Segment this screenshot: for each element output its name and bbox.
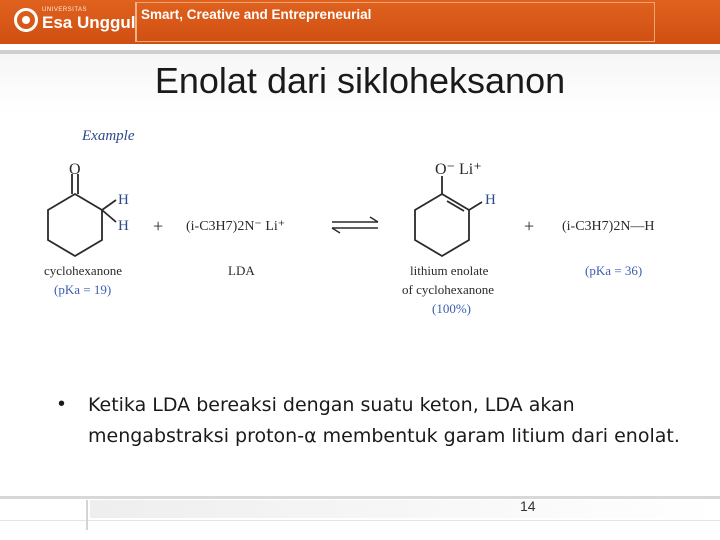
reaction-scheme xyxy=(40,122,680,322)
product-yield: (100%) xyxy=(432,301,471,316)
logo-emblem-icon xyxy=(14,8,38,32)
reactant-h-top: H xyxy=(118,192,129,208)
reagent-formula: (i-C3H7)2N⁻ Li⁺ xyxy=(186,219,286,234)
logo-subtitle: UNIVERSITAS xyxy=(42,7,88,13)
bullet-marker: • xyxy=(58,393,66,415)
footer-vertical-rule xyxy=(86,500,88,530)
slide-title: Enolat dari sikloheksanon xyxy=(154,60,566,101)
reactant-pka: (pKa = 19) xyxy=(54,282,112,297)
product-oxygen-label: O⁻ Li⁺ xyxy=(435,161,482,178)
reaction-scheme-graphic xyxy=(40,122,680,322)
product-name-line1: lithium enolate xyxy=(410,263,489,278)
product-h: H xyxy=(485,192,496,208)
reactant-name: cyclohexanone xyxy=(44,263,122,278)
lithium-enolate-structure xyxy=(415,176,482,256)
scheme-caption: Example xyxy=(82,128,135,144)
page-number: 14 xyxy=(520,498,536,514)
byproduct-pka: (pKa = 36) xyxy=(585,263,643,278)
reagent-name: LDA xyxy=(228,263,255,278)
byproduct-formula: (i-C3H7)2N—H xyxy=(562,219,655,234)
reactant-h-bottom: H xyxy=(118,218,129,234)
logo-name: Esa Unggul xyxy=(42,13,136,32)
footer-accent xyxy=(90,500,720,518)
plus-sign-1: + xyxy=(153,216,164,236)
header-tagline: Smart, Creative and Entrepreneurial xyxy=(141,7,372,22)
university-logo xyxy=(12,6,136,36)
equilibrium-arrow-icon xyxy=(332,217,378,233)
plus-sign-2: + xyxy=(524,216,535,236)
reactant-oxygen-label: O xyxy=(69,161,81,178)
cyclohexanone-structure xyxy=(48,174,116,256)
footer-rule-thin xyxy=(0,520,720,521)
footer-rule xyxy=(0,496,720,499)
product-name-line2: of cyclohexanone xyxy=(402,282,495,297)
bullet-item: Ketika LDA bereaksi dengan suatu keton, LDA akan mengabstraksi proton-α membentuk garam litium dari enolat. xyxy=(88,394,680,447)
